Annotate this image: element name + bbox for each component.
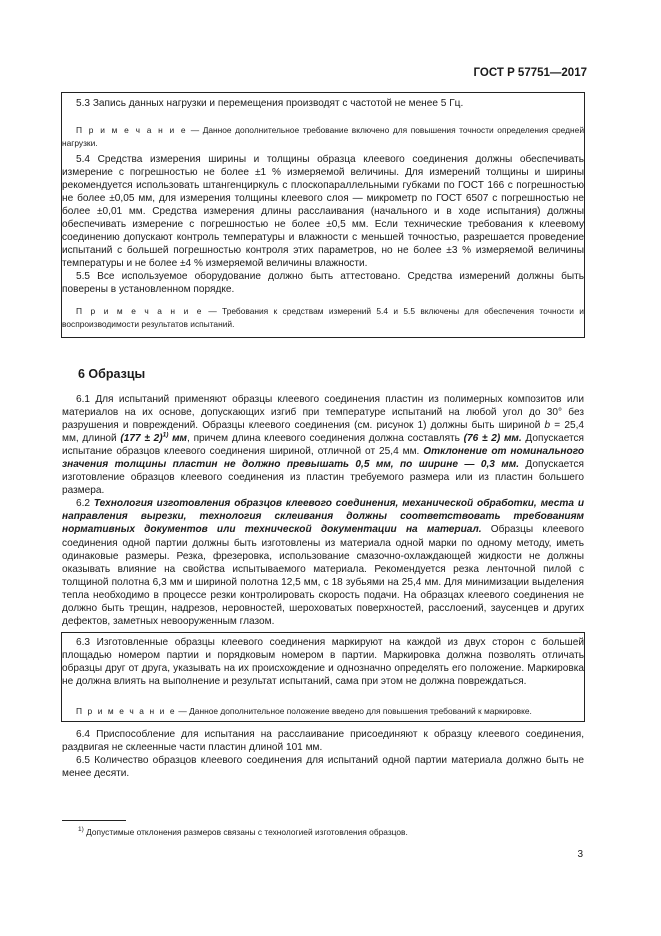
note-2-text: — Требования к средствам измерений 5.4 и 5.5 включены для обеспечения точности и воспроизводимости результатов испытаний. [62, 306, 584, 330]
clause-5-4: 5.4 Средства измерения ширины и толщины образца клеевого соединения должны обеспечивать измерение с погрешностью не более ±1 % измеряемой величины. Для измерений толщины и ширины рекомендуется использовать штангенциркуль с плоскопараллельными губками по ГОСТ 166 с погрешностью не более ±0,05 мм, для измерения толщины клеевого слоя — микрометр по ГОСТ 6507 с погрешностью не более ±0,01 мм. Средства измерения длины расслаивания (начального и в ходе испытания) должны обеспечивать измерение с погрешностью не более ±0,5 мм. Если технические требования к клеевому соединению допускают контроль температуры и влажности с меньшей точностью, разрешается проведение испытаний с большей погрешностью контроля этих параметров, но не более ±3 % измеряемой величины температуры и не более ±4 % измеряемой величины влажности. [62, 154, 584, 270]
section-6-heading: 6 Образцы [78, 367, 146, 381]
thickness-tolerance: Отклонение от номинального значения толщины пластин не должно превышать 0,5 мм, по ширине — 0,3 мм. [62, 446, 584, 471]
note-2-label: П р и м е ч а н и е [76, 306, 204, 316]
clause-5-5: 5.5 Все используемое оборудование должно быть аттестовано. Средства измерений должны быть поверены в установленном порядке. [62, 271, 584, 296]
bond-length-unit: мм. [500, 433, 522, 445]
note-3-text: — Данное дополнительное положение введено для повышения требований к маркировке. [176, 706, 532, 716]
clause-6-2 [62, 497, 584, 627]
clause-6-1-text-i: Допускается испытание образцов клеевого соединения шириной, отличной от 25,4 мм. [62, 433, 584, 458]
clause-6-4: 6.4 Приспособление для испытания на расслаивание присоединяют к образцу клеевого соединения, раздвигая не склеенные части пластин длиной 101 мм. [62, 729, 584, 754]
note-3-label: П р и м е ч а н и е [76, 706, 177, 716]
footnote [78, 827, 408, 837]
bond-length-value: (76 ± 2) [463, 433, 501, 445]
clause-6-1-text-a: 6.1 Для испытаний применяют образцы клеевого соединения пластин из полимерных композитов или материалов на их основе, допускающих изгиб при температуре испытаний на любой угол до 30° без разрушения и повреждений. Образцы клеевого соединения (см. рисунок 1) должны быть шириной [62, 394, 584, 432]
note-2 [62, 305, 584, 331]
footnote-ref: 1) [162, 431, 169, 439]
width-symbol: b [544, 420, 551, 432]
length-unit: мм [168, 433, 188, 445]
clause-6-1 [62, 393, 584, 497]
note-1-text: — Данное дополнительное требование включено для повышения точности определения средней нагрузки. [62, 125, 584, 149]
note-1-label: П р и м е ч а н и е [76, 125, 188, 135]
clause-6-2-number: 6.2 [76, 498, 94, 510]
note-1 [62, 124, 584, 150]
clause-6-3: 6.3 Изготовленные образцы клеевого соединения маркируют на каждой из двух сторон с большей площадью номером партии и порядковым номером в партии. Маркировка должна позволять отличать образцы друг от друга, указывать на их происхождение и однозначно определять его положение. Маркировка не должна влиять на выполнение и результат испытаний, сама при этом не должна повреждаться. [62, 637, 584, 688]
section-6-body [62, 393, 584, 628]
page-number: 3 [577, 849, 583, 860]
clause-5-3-block [62, 97, 584, 110]
document-header: ГОСТ Р 57751—2017 [473, 67, 587, 79]
clause-6-2-emphasis: Технология изготовления образцов клеевого соединения, механической обработки, места и направления вырезки, технология склеивания должны соответствовать требованиям нормативных документов или технической документации на материал. [62, 498, 584, 536]
clause-5-4-block [62, 153, 584, 297]
clause-6-1-text-f: , причем длина клеевого соединения должна составлять [187, 433, 464, 445]
footnote-separator [62, 820, 126, 821]
clause-6-2-text: Образцы клеевого соединения одной партии должны быть изготовлены из материала одной марки по одному методу, иметь одинаковые размеры. Резка, фрезеровка, использование смазочно-охлаждающей жидкости не должны оказывать влияние на свойства испытываемого материала. Рекомендуется резка ленточной пилой с толщиной полотна 6,3 мм и шириной полотна 12,5 мм, с 18 зубьями на 25,4 мм. Для минимизации выделения тепла необходимо в процессе резки контролировать скорость подачи. На образцах клеевого соединения не должно быть трещин, надрезов, неровностей, шероховатых поверхностей, расслоений, заусенцев и других дефектов, заметных невооруженным глазом. [62, 524, 584, 627]
clause-5-3: 5.3 Запись данных нагрузки и перемещения производят с частотой не менее 5 Гц. [76, 98, 464, 109]
footnote-text: Допустимые отклонения размеров связаны с технологией изготовления образцов. [83, 827, 408, 837]
clause-6-3-block [62, 636, 584, 688]
footnote-mark: 1) [78, 826, 84, 834]
length-value: (177 ± 2) [120, 433, 163, 445]
clause-6-5: 6.5 Количество образцов клеевого соединения для испытаний одной партии материала должно быть не менее десяти. [62, 755, 584, 780]
clauses-6-4-6-5 [62, 728, 584, 780]
note-3 [62, 705, 584, 718]
clause-6-1-text-k: Допускается изготовление образцов клеевого соединения из пластин требуемого размера или из пластин большего размера. [62, 459, 584, 497]
clause-6-1-text-c: = 25,4 мм, длиной [62, 420, 584, 445]
